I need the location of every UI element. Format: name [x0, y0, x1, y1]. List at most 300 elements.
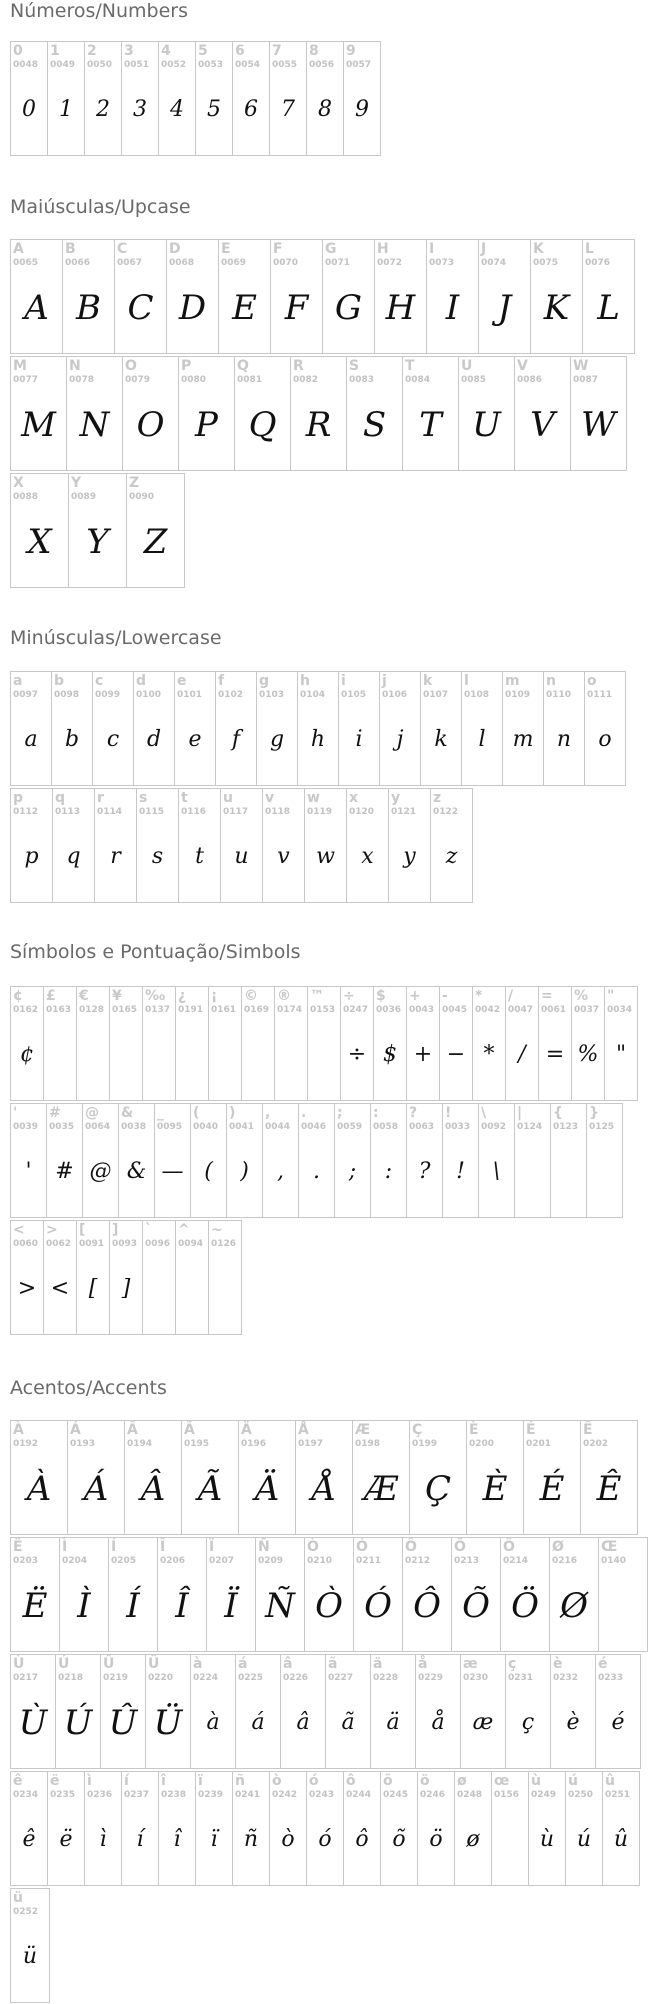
glyph-cell — [92, 671, 134, 786]
glyph-cell — [270, 239, 323, 354]
glyph-cell — [195, 41, 233, 156]
glyph-cell — [190, 1654, 236, 1769]
glyph-label: x — [349, 790, 359, 806]
glyph-code: 0118 — [265, 807, 291, 817]
glyph-cell — [142, 986, 176, 1101]
glyph-sample: 6 — [244, 97, 258, 122]
glyph-code: 0084 — [405, 375, 431, 385]
glyph-cell — [195, 1771, 233, 1886]
glyph-code: 0116 — [181, 807, 207, 817]
glyph-sample: N — [79, 405, 110, 445]
glyph-code: 0109 — [505, 690, 531, 700]
glyph-cell — [220, 788, 263, 903]
glyph-code: 0220 — [148, 1673, 174, 1683]
glyph-code: 0033 — [445, 1122, 471, 1132]
glyph-label: D — [169, 241, 181, 257]
glyph-code: 0195 — [184, 1439, 210, 1449]
glyph-code: 0038 — [121, 1122, 147, 1132]
glyph-cell — [234, 356, 291, 471]
glyph-code: 0231 — [508, 1673, 534, 1683]
glyph-code: 0086 — [517, 375, 543, 385]
glyph-label: Û — [103, 1656, 115, 1672]
glyph-label: | — [517, 1105, 523, 1121]
glyph-code: 0036 — [376, 1005, 402, 1015]
glyph-label: ' — [13, 1105, 18, 1121]
glyph-cell — [10, 41, 48, 156]
glyph-code: 0214 — [503, 1556, 529, 1566]
glyph-label: f — [218, 673, 225, 689]
glyph-code: 0229 — [418, 1673, 444, 1683]
glyph-code: 0248 — [457, 1790, 483, 1800]
glyph-cell — [10, 1420, 68, 1535]
glyph-sample: : — [384, 1159, 393, 1184]
glyph-label: k — [423, 673, 433, 689]
glyph-sample: s — [151, 844, 164, 869]
glyph-label: Õ — [454, 1539, 466, 1555]
glyph-sample: Ö — [511, 1586, 539, 1626]
glyph-cell — [175, 986, 209, 1101]
glyph-label: 5 — [198, 43, 208, 59]
glyph-label: õ — [383, 1773, 393, 1789]
glyph-cell — [10, 1220, 44, 1335]
glyph-sample: è — [566, 1710, 580, 1735]
glyph-cell — [232, 41, 270, 156]
glyph-cell — [178, 788, 221, 903]
glyph-label: j — [382, 673, 387, 689]
glyph-label: y — [391, 790, 401, 806]
glyph-code: 0217 — [13, 1673, 39, 1683]
glyph-sample: W — [581, 405, 616, 445]
glyph-cell — [502, 671, 544, 786]
glyph-cell — [604, 986, 638, 1101]
glyph-code: 0163 — [46, 1005, 72, 1015]
glyph-sample: L — [597, 288, 620, 328]
glyph-cell — [439, 986, 473, 1101]
glyph-sample: x — [361, 844, 374, 869]
glyph-cell — [571, 986, 605, 1101]
glyph-code: 0207 — [209, 1556, 235, 1566]
glyph-cell — [52, 788, 95, 903]
glyph-cell — [343, 41, 381, 156]
glyph-sample: J — [497, 288, 512, 328]
glyph-code: 0051 — [124, 60, 150, 70]
glyph-label: Í — [111, 1539, 117, 1555]
glyph-sample: q — [66, 844, 81, 869]
glyph-sample: e — [188, 727, 202, 752]
glyph-label: [ — [79, 1222, 86, 1238]
glyph-sample: Q — [248, 405, 277, 445]
glyph-cell — [10, 1888, 50, 2003]
glyph-code: 0073 — [429, 258, 455, 268]
glyph-sample: I — [445, 288, 460, 328]
glyph-row — [10, 473, 185, 589]
glyph-cell — [466, 1420, 524, 1535]
glyph-label: Å — [298, 1422, 309, 1438]
glyph-row — [10, 671, 626, 787]
glyph-cell — [530, 239, 583, 354]
glyph-sample: Õ — [462, 1586, 490, 1626]
glyph-sample: ( — [204, 1159, 213, 1184]
glyph-code: 0092 — [481, 1122, 507, 1132]
glyph-sample: Ã — [197, 1469, 223, 1509]
glyph-cell — [598, 1537, 648, 1652]
glyph-code: 0060 — [13, 1239, 39, 1249]
glyph-cell — [109, 986, 143, 1101]
glyph-sample: a — [24, 727, 38, 752]
glyph-label: Ø — [552, 1539, 564, 1555]
glyph-sample: c — [106, 727, 120, 752]
glyph-sample: ò — [281, 1827, 295, 1852]
glyph-sample: Ì — [77, 1586, 91, 1626]
glyph-cell — [121, 41, 159, 156]
glyph-label: % — [574, 988, 589, 1004]
glyph-label: e — [177, 673, 187, 689]
glyph-cell — [380, 1771, 418, 1886]
glyph-cell — [570, 356, 627, 471]
glyph-cell — [121, 1771, 159, 1886]
glyph-label: ö — [420, 1773, 430, 1789]
glyph-row — [10, 1888, 50, 2004]
glyph-code: 0121 — [391, 807, 417, 817]
glyph-cell — [76, 986, 110, 1101]
glyph-sample: ù — [539, 1827, 555, 1852]
glyph-sample: " — [615, 1042, 627, 1067]
glyph-label: > — [46, 1222, 58, 1238]
glyph-cell — [584, 671, 626, 786]
glyph-label: ~ — [211, 1222, 223, 1238]
glyph-code: 0107 — [423, 690, 449, 700]
glyph-code: 0049 — [50, 60, 76, 70]
glyph-sample: k — [434, 727, 448, 752]
glyph-cell — [10, 1654, 56, 1769]
glyph-sample: Ç — [424, 1469, 451, 1509]
glyph-sample: $ — [383, 1042, 397, 1067]
glyph-code: 0237 — [124, 1790, 150, 1800]
glyph-cell — [241, 986, 275, 1101]
glyph-code: 0119 — [307, 807, 333, 817]
glyph-label: Ò — [307, 1539, 319, 1555]
glyph-row — [10, 986, 638, 1102]
section-title: Maiúsculas/Upcase — [10, 196, 191, 218]
glyph-label: 8 — [309, 43, 319, 59]
glyph-cell — [523, 1420, 581, 1535]
glyph-sample: O — [136, 405, 165, 445]
glyph-code: 0226 — [283, 1673, 309, 1683]
glyph-sample: = — [545, 1042, 565, 1067]
glyph-code: 0054 — [235, 60, 261, 70]
glyph-cell — [430, 788, 473, 903]
glyph-cell — [514, 1103, 551, 1218]
glyph-cell — [297, 671, 339, 786]
glyph-code: 0194 — [127, 1439, 153, 1449]
glyph-code: 0103 — [259, 690, 285, 700]
glyph-code: 0247 — [343, 1005, 369, 1015]
glyph-cell — [374, 239, 427, 354]
glyph-code: 0241 — [235, 1790, 261, 1800]
glyph-code: 0115 — [139, 807, 165, 817]
glyph-sample: æ — [472, 1710, 494, 1735]
glyph-label: q — [55, 790, 66, 806]
glyph-label: Ü — [148, 1656, 160, 1672]
glyph-code: 0100 — [136, 690, 162, 700]
glyph-label: U — [461, 358, 473, 374]
glyph-sample: n — [556, 727, 572, 752]
glyph-cell — [218, 239, 271, 354]
glyph-label: g — [259, 673, 270, 689]
glyph-sample: Ø — [560, 1586, 588, 1626]
glyph-sample: 0 — [22, 97, 36, 122]
glyph-code: 0140 — [601, 1556, 627, 1566]
glyph-label: u — [223, 790, 233, 806]
glyph-code: 0044 — [265, 1122, 291, 1132]
glyph-code: 0203 — [13, 1556, 39, 1566]
glyph-code: 0246 — [420, 1790, 446, 1800]
glyph-cell — [304, 1537, 354, 1652]
glyph-cell — [306, 41, 344, 156]
glyph-code: 0230 — [463, 1673, 489, 1683]
glyph-label: ç — [508, 1656, 517, 1672]
glyph-code: 0101 — [177, 690, 203, 700]
glyph-code: 0169 — [244, 1005, 270, 1015]
glyph-sample: r — [110, 844, 121, 869]
glyph-sample: i — [355, 727, 363, 752]
glyph-sample: ö — [429, 1827, 443, 1852]
glyph-cell — [178, 356, 235, 471]
glyph-sample: ] — [121, 1276, 131, 1301]
glyph-label: T — [405, 358, 415, 374]
glyph-cell — [142, 1220, 176, 1335]
glyph-code: 0227 — [328, 1673, 354, 1683]
glyph-label: I — [429, 241, 435, 257]
glyph-code: 0122 — [433, 807, 459, 817]
glyph-code: 0087 — [573, 375, 599, 385]
glyph-code: 0067 — [117, 258, 143, 268]
glyph-sample: Ù — [18, 1703, 48, 1743]
glyph-code: 0232 — [553, 1673, 579, 1683]
glyph-sample: Î — [175, 1586, 189, 1626]
glyph-cell — [208, 1220, 242, 1335]
glyph-sample: ñ — [243, 1827, 259, 1852]
glyph-label: m — [505, 673, 520, 689]
glyph-label: , — [265, 1105, 271, 1121]
glyph-sample: é — [611, 1710, 625, 1735]
glyph-label: G — [325, 241, 337, 257]
glyph-cell — [269, 1771, 307, 1886]
glyph-sample: M — [21, 405, 56, 445]
glyph-cell — [46, 1103, 83, 1218]
glyph-code: 0037 — [574, 1005, 600, 1015]
glyph-code: 0205 — [111, 1556, 137, 1566]
glyph-cell — [505, 986, 539, 1101]
glyph-label: ¿ — [178, 988, 187, 1004]
glyph-label: Œ — [601, 1539, 618, 1555]
glyph-cell — [406, 1103, 443, 1218]
glyph-cell — [59, 1537, 109, 1652]
glyph-label: € — [79, 988, 89, 1004]
glyph-cell — [290, 356, 347, 471]
glyph-row — [10, 1220, 242, 1336]
glyph-code: 0120 — [349, 807, 375, 817]
glyph-cell — [409, 1420, 467, 1535]
glyph-label: o — [587, 673, 597, 689]
glyph-code: 0091 — [79, 1239, 105, 1249]
glyph-code: 0153 — [310, 1005, 336, 1015]
glyph-cell — [426, 239, 479, 354]
glyph-cell — [353, 1537, 403, 1652]
glyph-sample: T — [419, 405, 442, 445]
glyph-code: 0112 — [13, 807, 39, 817]
glyph-cell — [158, 1771, 196, 1886]
glyph-code: 0125 — [589, 1122, 615, 1132]
glyph-label: = — [541, 988, 553, 1004]
glyph-code: 0252 — [13, 1907, 39, 1917]
glyph-sample: @ — [89, 1159, 112, 1184]
glyph-cell — [84, 1771, 122, 1886]
glyph-label: Ã — [184, 1422, 195, 1438]
glyph-cell — [346, 356, 403, 471]
glyph-sample: À — [26, 1469, 52, 1509]
glyph-label: h — [300, 673, 310, 689]
glyph-code: 0035 — [49, 1122, 75, 1132]
glyph-code: 0209 — [258, 1556, 284, 1566]
glyph-label: ò — [272, 1773, 282, 1789]
glyph-cell — [232, 1771, 270, 1886]
glyph-label: Ù — [13, 1656, 25, 1672]
glyph-cell — [10, 473, 69, 588]
glyph-sample: ¢ — [20, 1042, 34, 1067]
glyph-cell — [256, 671, 298, 786]
glyph-code: 0161 — [211, 1005, 237, 1015]
glyph-sample: P — [195, 405, 218, 445]
glyph-sample: Â — [140, 1469, 166, 1509]
glyph-sample: , — [277, 1159, 284, 1184]
glyph-sample: Ï — [224, 1586, 238, 1626]
glyph-cell — [114, 239, 167, 354]
glyph-row — [10, 356, 627, 472]
glyph-label: M — [13, 358, 27, 374]
glyph-cell — [10, 986, 44, 1101]
glyph-sample: Ó — [364, 1586, 392, 1626]
glyph-cell — [166, 239, 219, 354]
glyph-label: ] — [112, 1222, 119, 1238]
glyph-label: w — [307, 790, 320, 806]
glyph-label: & — [121, 1105, 134, 1121]
glyph-code: 0057 — [346, 60, 372, 70]
glyph-cell — [10, 788, 53, 903]
glyph-cell — [295, 1420, 353, 1535]
glyph-code: 0062 — [46, 1239, 72, 1249]
glyph-sample: ê — [22, 1827, 36, 1852]
glyph-label: Ú — [58, 1656, 70, 1672]
glyph-cell — [51, 671, 93, 786]
glyph-code: 0068 — [169, 258, 195, 268]
glyph-sample: p — [24, 844, 39, 869]
glyph-code: 0102 — [218, 690, 244, 700]
glyph-code: 0251 — [605, 1790, 631, 1800]
glyph-cell — [226, 1103, 263, 1218]
glyph-code: 0193 — [70, 1439, 96, 1449]
glyph-code: 0191 — [178, 1005, 204, 1015]
glyph-sample: Æ — [363, 1469, 399, 1509]
glyph-cell — [420, 671, 462, 786]
glyph-label: + — [409, 988, 421, 1004]
glyph-code: 0216 — [552, 1556, 578, 1566]
glyph-code: 0197 — [298, 1439, 324, 1449]
glyph-sample: ë — [59, 1827, 73, 1852]
glyph-cell — [550, 1103, 587, 1218]
glyph-label: ^ — [178, 1222, 190, 1238]
glyph-code: 0225 — [238, 1673, 264, 1683]
glyph-cell — [451, 1537, 501, 1652]
glyph-label: ® — [277, 988, 291, 1004]
glyph-code: 0034 — [607, 1005, 633, 1015]
glyph-cell — [67, 1420, 125, 1535]
glyph-label: ì — [87, 1773, 92, 1789]
glyph-label: 3 — [124, 43, 134, 59]
glyph-label: S — [349, 358, 360, 374]
section-title: Números/Numbers — [10, 0, 188, 22]
glyph-label: H — [377, 241, 389, 257]
glyph-cell — [478, 1103, 515, 1218]
glyph-cell — [122, 356, 179, 471]
glyph-sample: Ê — [596, 1469, 622, 1509]
glyph-code: 0174 — [277, 1005, 303, 1015]
glyph-cell — [262, 1103, 299, 1218]
glyph-cell — [370, 1654, 416, 1769]
glyph-label: _ — [157, 1105, 164, 1121]
glyph-label: 0 — [13, 43, 23, 59]
glyph-sample: ) — [240, 1159, 249, 1184]
glyph-sample: Û — [108, 1703, 138, 1743]
glyph-sample: 5 — [207, 97, 221, 122]
glyph-label: Ë — [13, 1539, 23, 1555]
glyph-label: £ — [46, 988, 56, 1004]
glyph-code: 0111 — [587, 690, 613, 700]
glyph-label: Ñ — [258, 1539, 270, 1555]
glyph-label: v — [265, 790, 275, 806]
glyph-sample: û — [613, 1827, 629, 1852]
glyph-cell — [442, 1103, 479, 1218]
glyph-sample: Ú — [63, 1703, 93, 1743]
glyph-code: 0075 — [533, 258, 559, 268]
glyph-label: À — [13, 1422, 24, 1438]
glyph-sample: 8 — [318, 97, 332, 122]
glyph-label: / — [508, 988, 514, 1004]
glyph-code: 0058 — [373, 1122, 399, 1132]
glyph-label: n — [546, 673, 556, 689]
glyph-sample: à — [206, 1710, 220, 1735]
glyph-code: 0137 — [145, 1005, 171, 1015]
glyph-label: í — [124, 1773, 129, 1789]
glyph-sample: Ò — [315, 1586, 343, 1626]
glyph-label: * — [475, 988, 483, 1004]
glyph-sample: î — [173, 1827, 181, 1852]
glyph-sample: E — [232, 288, 257, 328]
glyph-code: 0083 — [349, 375, 375, 385]
glyph-cell — [124, 1420, 182, 1535]
glyph-sample: H — [385, 288, 416, 328]
glyph-code: 0242 — [272, 1790, 298, 1800]
glyph-label: Ì — [62, 1539, 68, 1555]
glyph-label: V — [517, 358, 528, 374]
glyph-label: b — [54, 673, 65, 689]
glyph-label: E — [221, 241, 231, 257]
glyph-code: 0072 — [377, 258, 403, 268]
glyph-label: ä — [373, 1656, 383, 1672]
glyph-label: X — [13, 475, 24, 491]
glyph-sample: y — [403, 844, 416, 869]
glyph-cell — [550, 1654, 596, 1769]
